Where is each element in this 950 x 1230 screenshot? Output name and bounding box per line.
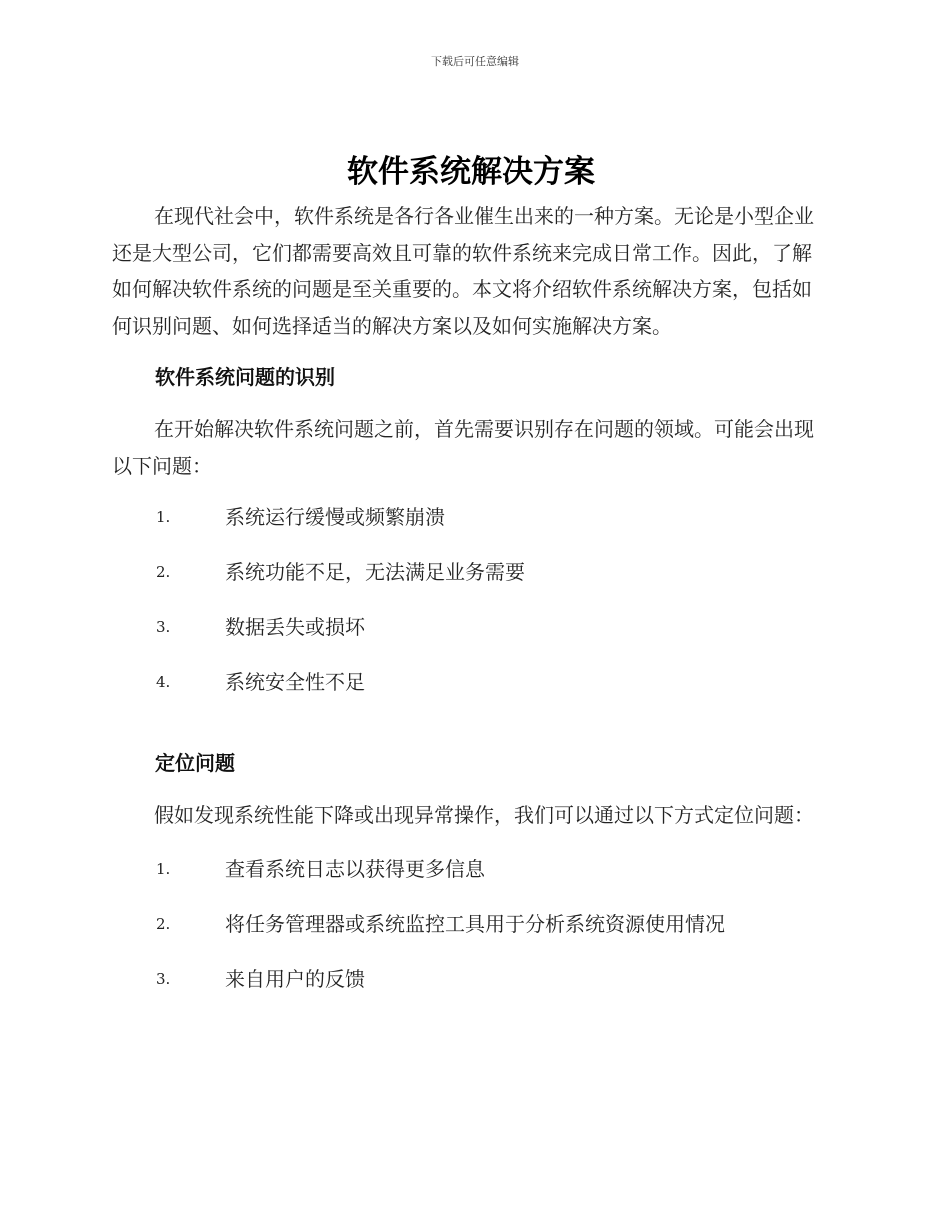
- list-number: 1.: [156, 508, 171, 526]
- list-text: 查看系统日志以获得更多信息: [225, 856, 485, 881]
- list-item: [112, 504, 830, 559]
- document-content: [112, 150, 830, 1021]
- list-item: [112, 966, 830, 1021]
- list-text: 系统安全性不足: [225, 670, 365, 694]
- list-text: 来自用户的反馈: [225, 966, 365, 991]
- locate-method-list: [112, 856, 830, 1021]
- section-heading-locate: 定位问题: [155, 751, 235, 775]
- list-item: [112, 856, 830, 911]
- list-number: 3.: [156, 969, 171, 988]
- document-title: 软件系统解决方案: [347, 154, 595, 190]
- list-number: 2.: [156, 914, 171, 933]
- section-heading-identification: 软件系统问题的识别: [155, 365, 335, 389]
- list-item: [112, 559, 830, 614]
- list-number: 2.: [156, 563, 171, 581]
- list-text: 数据丢失或损坏: [225, 615, 365, 639]
- list-number: 3.: [156, 618, 171, 636]
- list-item: [112, 614, 830, 669]
- list-item: [112, 669, 830, 724]
- section-body-locate: 假如发现系统性能下降或出现异常操作，我们可以通过以下方式定位问题：: [154, 803, 814, 827]
- list-text: 系统功能不足，无法满足业务需要: [225, 560, 525, 584]
- list-number: 1.: [156, 859, 171, 878]
- list-text: 系统运行缓慢或频繁崩溃: [225, 505, 445, 529]
- header-note: 下载后可任意编辑: [431, 55, 519, 68]
- intro-paragraph: 在现代社会中，软件系统是各行各业催生出来的一种方案。无论是小型企业还是大型公司，它们都需要高效且可靠的软件系统来完成日常工作。因此，了解如何解决软件系统的问题是至关重要的。本文将介绍软件系统解决方案，包括如何识别问题、如何选择适当的解决方案以及如何实施解决方案。: [112, 204, 814, 338]
- section-body-identification: 在开始解决软件系统问题之前，首先需要识别存在问题的领域。可能会出现以下问题：: [112, 417, 814, 478]
- problem-list: [112, 504, 830, 724]
- list-text: 将任务管理器或系统监控工具用于分析系统资源使用情况: [225, 911, 725, 936]
- list-number: 4.: [156, 673, 171, 691]
- list-item: [112, 911, 830, 966]
